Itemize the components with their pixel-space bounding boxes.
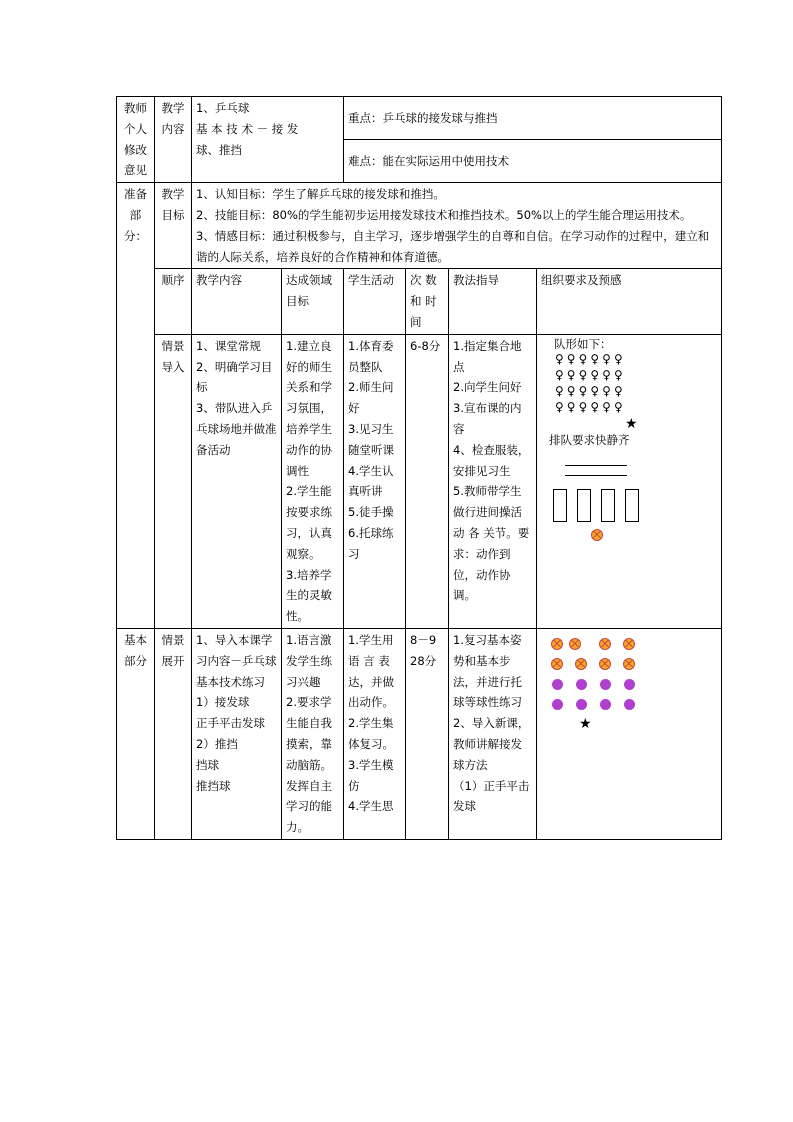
prep-section-label: 准备部分： — [117, 183, 155, 629]
student-dot-icon — [624, 679, 635, 690]
key-point: 重点：乒乓球的接发球与推挡 — [344, 97, 722, 140]
intro-method: 1.指定集合地点 2.向学生问好 3.宣布课的内容 4、检查服装，安排见习生 5.教师带学生做行进间操活 动 各 关节。要求：动作到位，动作协调。 — [449, 334, 537, 628]
table-icon — [601, 489, 615, 522]
goal-emotion: 3、情感目标：通过积极参与，自主学习，逐步增强学生的自尊和自信。在学习动作的过程中，建立和谐的人际关系，培养良好的合作精神和体育道德。 — [196, 228, 710, 264]
basic-formation — [537, 628, 722, 839]
female-row: ♀♀♀♀♀♀ — [555, 367, 626, 382]
female-row: ♀♀♀♀♀♀ — [555, 399, 626, 414]
basic-method: 1.复习基本姿势和基本步法，并进行托球等球性练习 2、导入新课，教师讲解接发球方法 （1）正手平击发球 — [449, 628, 537, 839]
col-method: 教法指导 — [449, 269, 537, 334]
intro-goal: 1.建立良好的师生关系和学习氛围，培养学生动作的协调性 2.学生能按要求练习，认真观察。 3.培养学生的灵敏性。 — [282, 334, 344, 628]
teacher-star-icon: ★ — [579, 715, 592, 732]
col-order: 顺序 — [155, 269, 192, 334]
ball-icon — [599, 638, 611, 650]
goal-cognitive: 1、认知目标：学生了解乒乓球的接发球和推挡。 — [196, 187, 445, 202]
ball-icon — [575, 658, 587, 670]
goals-label: 教学目标 — [155, 183, 192, 269]
basic-label: 情景展开 — [155, 628, 192, 839]
ball-icon — [623, 638, 635, 650]
ball-icon — [591, 529, 603, 541]
ball-icon — [551, 638, 563, 650]
intro-time: 6-8分 — [406, 334, 449, 628]
basic-time: 8－9 28分 — [406, 628, 449, 839]
basic-section-label: 基本部分 — [117, 628, 155, 839]
goal-skill: 2、技能目标：80%的学生能初步运用接发球技术和推挡技术。50%以上的学生能合理运用技术。 — [196, 207, 692, 222]
ball-icon — [551, 658, 563, 670]
line-icon — [565, 465, 627, 467]
basic-student-activity: 1.学生用语 言 表达，并做出动作。 2.学生集体复习。 3.学生模仿 4.学生思 — [344, 628, 406, 839]
intro-content: 1、课堂常规 2、明确学习目标 3、带队进入乒乓球场地并做准备活动 — [192, 334, 282, 628]
lesson-plan-table — [116, 96, 722, 840]
female-row: ♀♀♀♀♀♀ — [555, 351, 626, 366]
basic-content: 1、导入本课学习内容－乒乓球基本技术练习 1）接发球 正手平击发球 2）推挡 挡球 推挡球 — [192, 628, 282, 839]
col-goal-area: 达成领域目标 — [282, 269, 344, 334]
difficulty-point: 难点：能在实际运用中使用技术 — [344, 140, 722, 183]
teaching-goals — [192, 183, 722, 269]
table-icon — [577, 489, 591, 522]
basic-goal: 1.语言激发学生练习兴趣 2.要求学生能自我摸索，靠动脑筋。发挥自主学习的能力。 — [282, 628, 344, 839]
col-time: 次 数和 时间 — [406, 269, 449, 334]
table-icon — [553, 489, 567, 522]
teacher-notes-label: 教师个人修改意见 — [117, 97, 155, 183]
female-row: ♀♀♀♀♀♀ — [555, 383, 626, 398]
line-icon — [565, 475, 627, 477]
student-dot-icon — [552, 699, 563, 710]
col-content: 教学内容 — [192, 269, 282, 334]
teacher-star-icon: ★ — [625, 415, 638, 432]
student-dot-icon — [576, 679, 587, 690]
student-dot-icon — [600, 699, 611, 710]
student-dot-icon — [624, 699, 635, 710]
col-student-activity: 学生活动 — [344, 269, 406, 334]
ball-icon — [569, 638, 581, 650]
intro-student-activity: 1.体育委员整队 2.师生问好 3.见习生随堂听课 4.学生认真听讲 5.徒手操 6.托球练习 — [344, 334, 406, 628]
student-dot-icon — [600, 679, 611, 690]
formation-title: 队形如下： — [554, 336, 612, 351]
table-icon — [625, 489, 639, 522]
lesson-topic: 1、乒乓球 基 本 技 术 － 接 发 球、推挡 — [192, 97, 344, 183]
content-label: 教学内容 — [155, 97, 192, 183]
intro-formation — [537, 334, 722, 628]
col-organization: 组织要求及预感 — [537, 269, 722, 334]
formation-note: 排队要求快静齐 — [549, 432, 630, 447]
student-dot-icon — [552, 679, 563, 690]
intro-label: 情景导入 — [155, 334, 192, 628]
ball-icon — [623, 658, 635, 670]
ball-icon — [599, 658, 611, 670]
student-dot-icon — [576, 699, 587, 710]
